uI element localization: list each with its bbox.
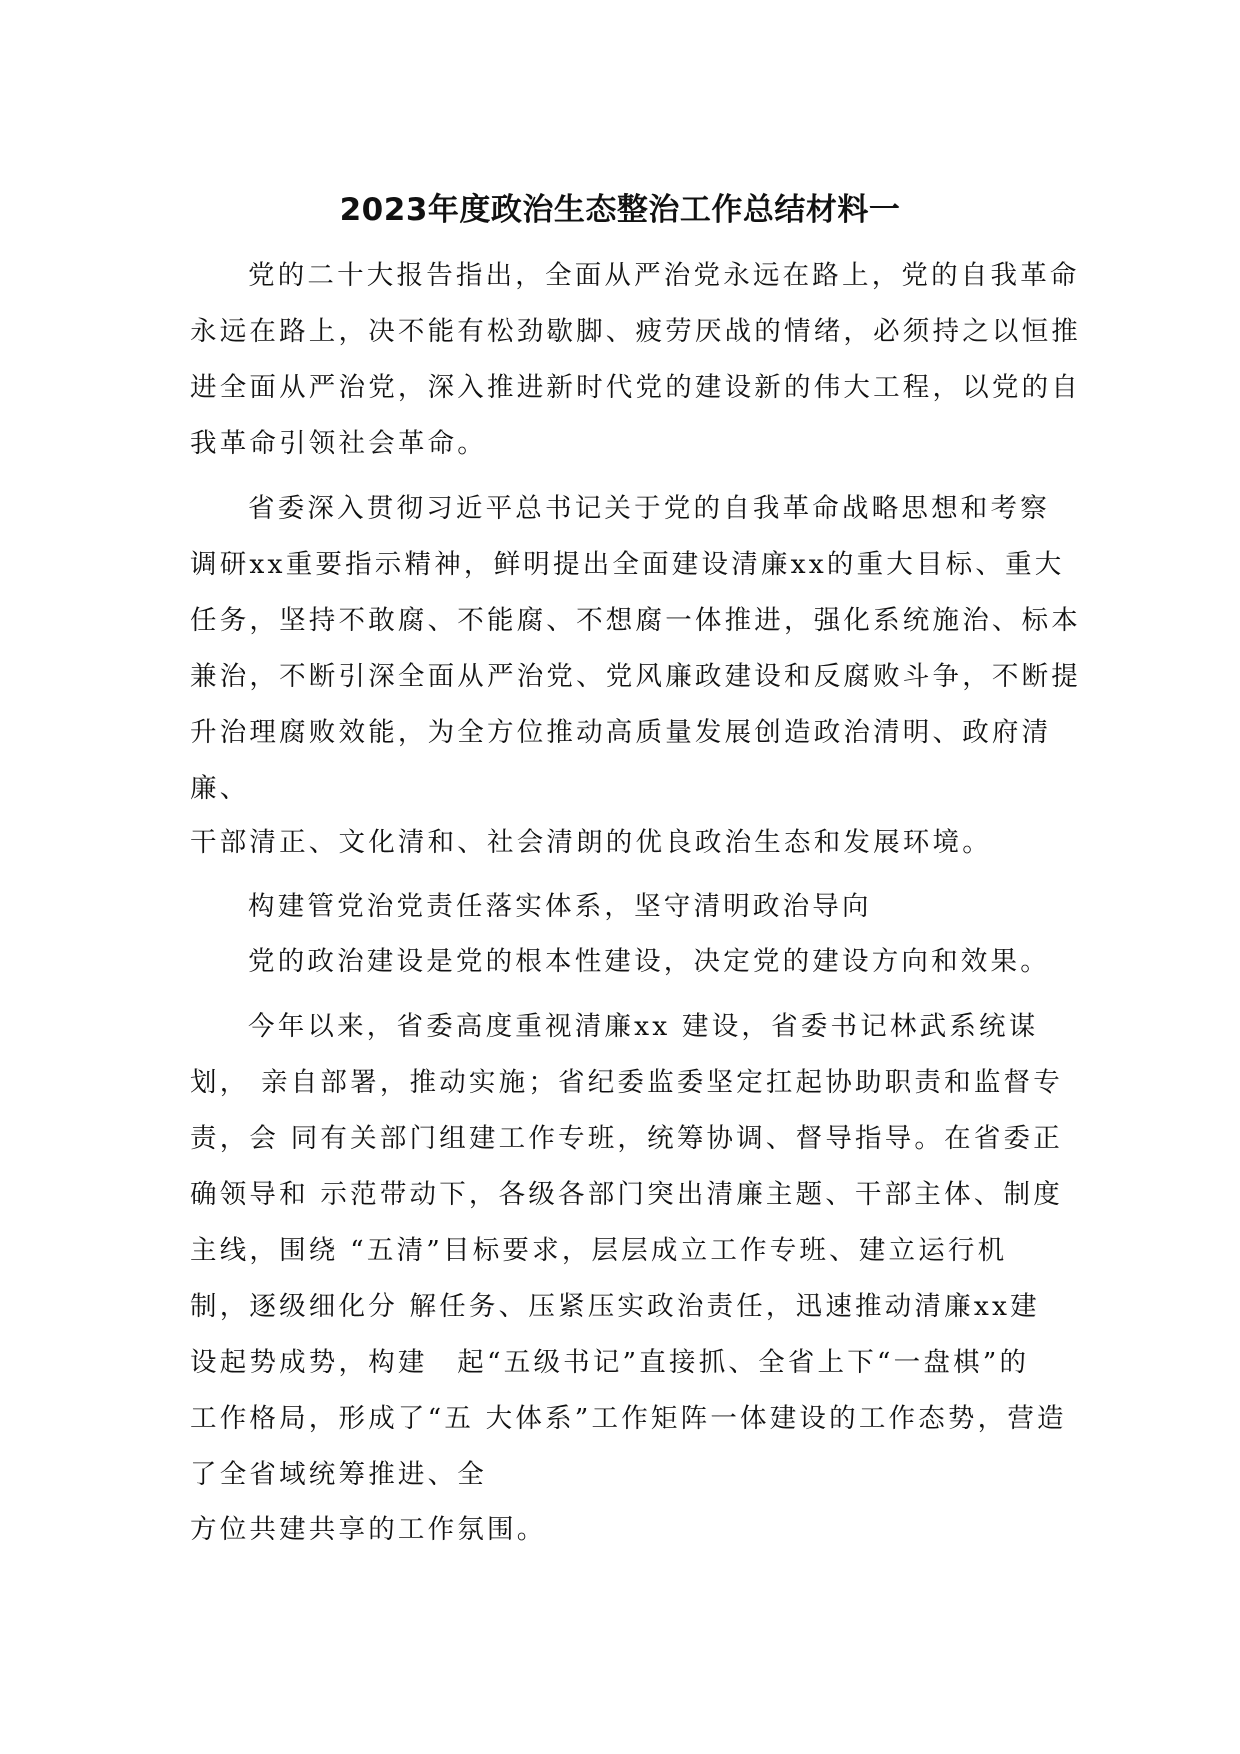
- paragraph-line: 党的政治建设是党的根本性建设，决定党的建设方向和效果。: [248, 946, 1050, 977]
- paragraph-line: 设起势成势，构建 起“五级书记”直接抓、全省上下“一盘棋”的: [190, 1347, 1030, 1378]
- paragraph-line: 今年以来，省委高度重视清廉xx 建设，省委书记林武系统谋: [248, 1011, 1039, 1042]
- paragraph-line: 干部清正、文化清和、社会清朗的优良政治生态和发展环境。: [190, 827, 992, 858]
- paragraph-line: 主线，围绕 “五清”目标要求，层层成立工作专班、建立运行机: [190, 1235, 1008, 1266]
- paragraph-line: 制，逐级细化分 解任务、压紧压实政治责任，迅速推动清廉xx建: [190, 1291, 1040, 1322]
- paragraph-line: 廉、: [190, 773, 250, 804]
- paragraph-line: 兼治，不断引深全面从严治党、党风廉政建设和反腐败斗争，不断提: [190, 661, 1081, 692]
- paragraph-line: 永远在路上，决不能有松劲歇脚、疲劳厌战的情绪，必须持之以恒推: [190, 316, 1081, 347]
- paragraph-line: 任务，坚持不敢腐、不能腐、不想腐一体推进，强化系统施治、标本: [190, 605, 1081, 636]
- paragraph-line: 工作格局，形成了“五 大体系”工作矩阵一体建设的工作态势，营造: [190, 1403, 1067, 1434]
- document-title: 2023年度政治生态整治工作总结材料一: [339, 192, 901, 228]
- paragraph-line: 确领导和 示范带动下，各级各部门突出清廉主题、干部主体、制度: [190, 1179, 1063, 1210]
- paragraph-line: 方位共建共享的工作氛围。: [190, 1514, 547, 1545]
- section-heading: 构建管党治党责任落实体系，坚守清明政治导向: [248, 891, 872, 922]
- paragraph-line: 进全面从严治党，深入推进新时代党的建设新的伟大工程，以党的自: [190, 372, 1081, 403]
- paragraph-line: 责，会 同有关部门组建工作专班，统筹协调、督导指导。在省委正: [190, 1123, 1063, 1154]
- paragraph-line: 我革命引领社会革命。: [190, 428, 487, 459]
- paragraph-line: 了全省域统筹推进、全: [190, 1459, 487, 1490]
- paragraph-line: 划， 亲自部署，推动实施；省纪委监委坚定扛起协助职责和监督专: [190, 1067, 1063, 1098]
- paragraph-line: 省委深入贯彻习近平总书记关于党的自我革命战略思想和考察: [248, 493, 1050, 524]
- paragraph-line: 调研xx重要指示精神，鲜明提出全面建设清廉xx的重大目标、重大: [190, 549, 1065, 580]
- paragraph-line: 升治理腐败效能，为全方位推动高质量发展创造政治清明、政府清: [190, 717, 1052, 748]
- paragraph-line: 党的二十大报告指出，全面从严治党永远在路上，党的自我革命: [248, 260, 1080, 291]
